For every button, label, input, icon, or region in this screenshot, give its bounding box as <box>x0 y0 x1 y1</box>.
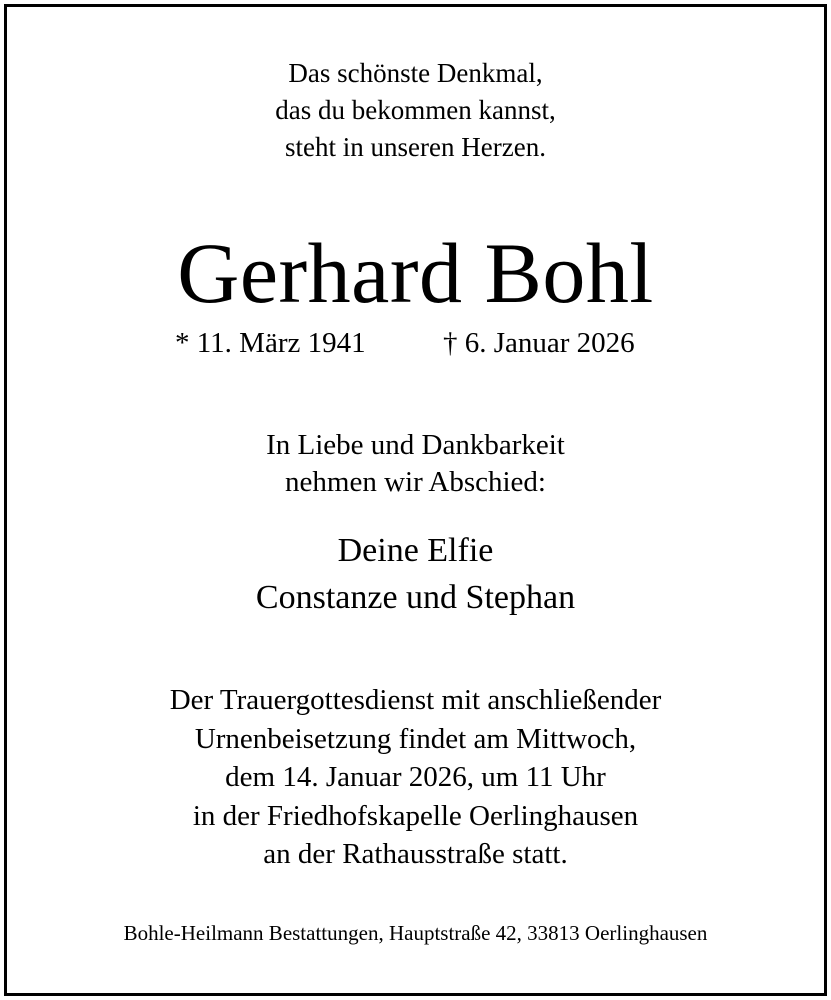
undertaker-info: Bohle-Heilmann Bestattungen, Hauptstraße 42, 33813 Oerlinghausen <box>123 921 708 945</box>
service-line-1: Der Trauergottesdienst mit anschließender <box>169 684 662 716</box>
mourner-line-1: Deine Elfie <box>337 532 494 569</box>
birth-date: * 11. März 1941 <box>175 327 366 359</box>
deceased-name: Gerhard Bohl <box>177 225 654 321</box>
motto <box>7 55 824 166</box>
service-line-3: dem 14. Januar 2026, um 11 Uhr <box>225 761 606 793</box>
farewell-text <box>7 427 824 501</box>
service-line-5: an der Rathausstraße statt. <box>263 838 568 870</box>
farewell-line-1: In Liebe und Dankbarkeit <box>266 429 565 461</box>
farewell-line-2: nehmen wir Abschied: <box>285 466 546 498</box>
motto-line-2: das du bekommen kannst, <box>275 95 556 125</box>
service-line-2: Urnenbeisetzung findet am Mittwoch, <box>194 722 637 755</box>
mourners <box>7 527 824 621</box>
motto-line-1: Das schönste Denkmal, <box>288 58 543 88</box>
motto-line-3: steht in unseren Herzen. <box>285 132 546 162</box>
obituary-notice <box>4 4 827 996</box>
mourner-line-2: Constanze und Stephan <box>255 579 576 616</box>
service-info <box>7 681 824 874</box>
service-line-4: in der Friedhofskapelle Oerlinghausen <box>192 799 639 832</box>
death-date: † 6. Januar 2026 <box>443 327 635 359</box>
